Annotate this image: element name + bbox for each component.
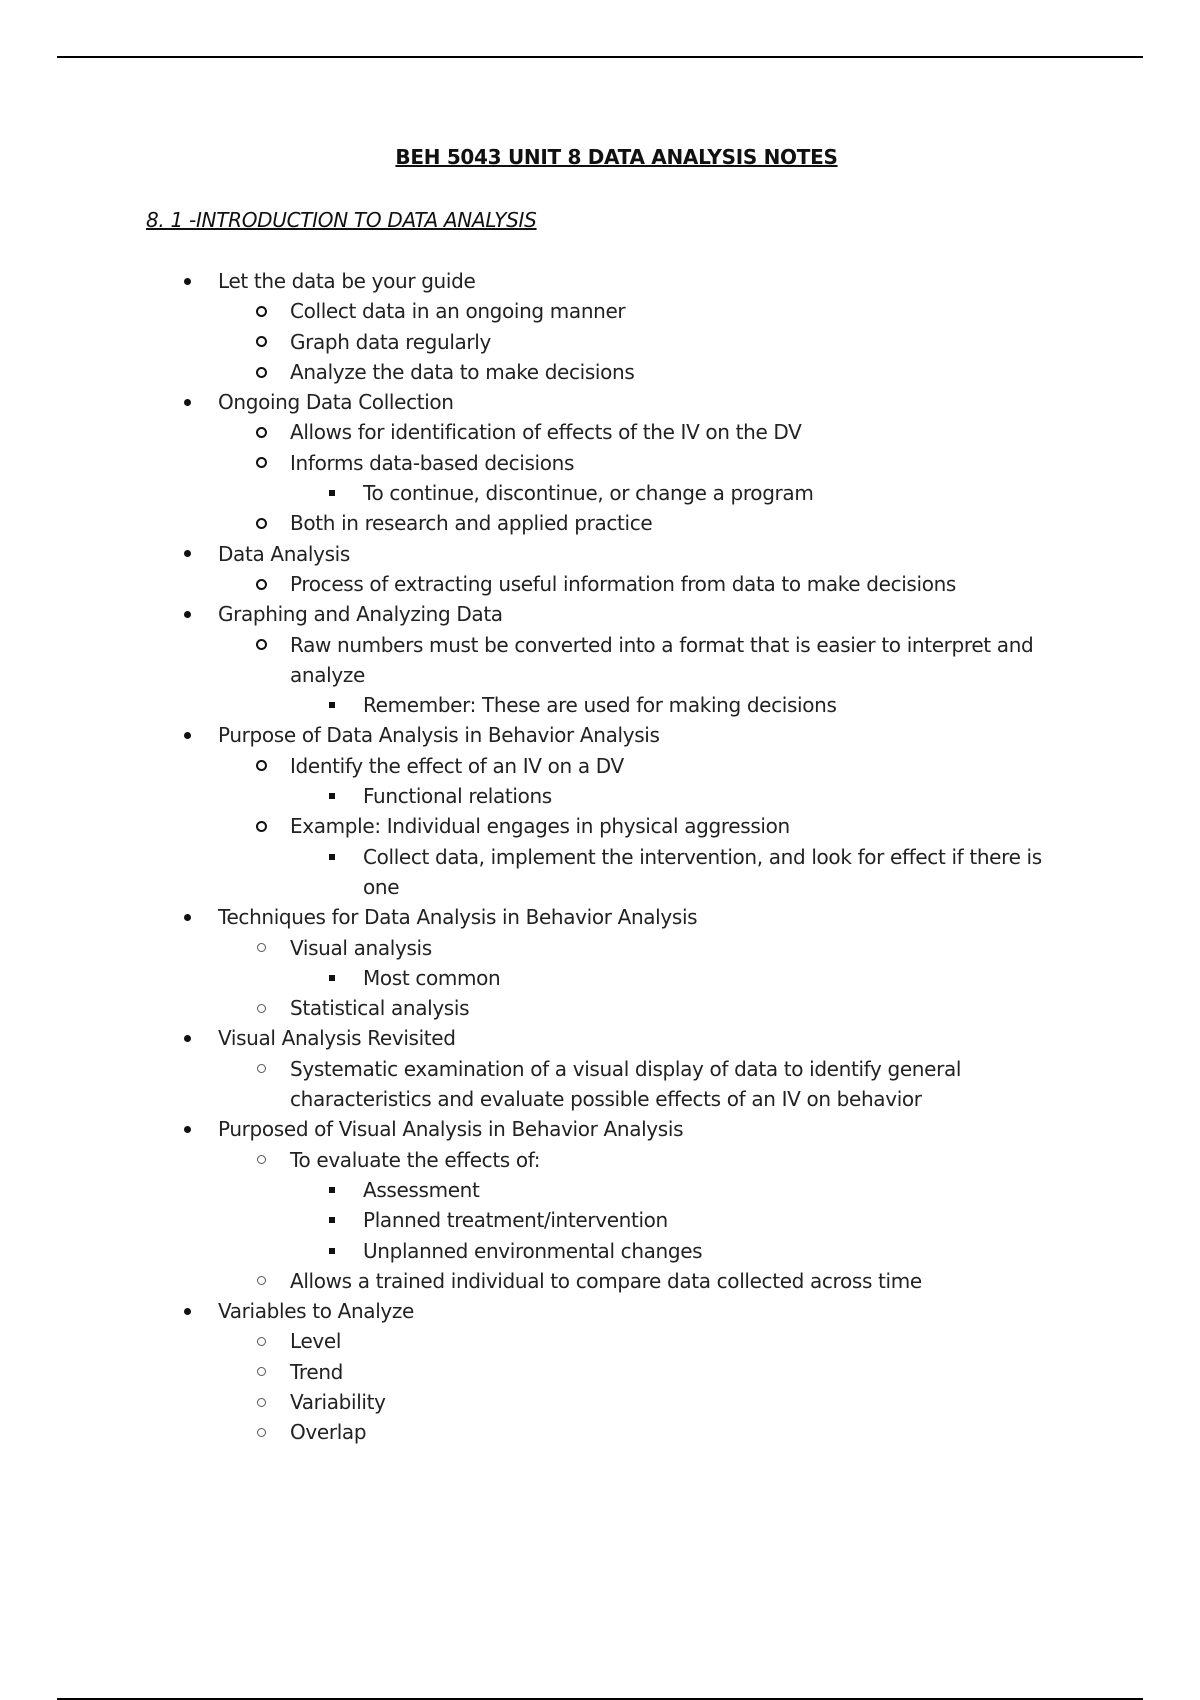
bold-circle-bullet-icon xyxy=(253,357,269,387)
note-text: Unplanned environmental changes xyxy=(363,1238,703,1263)
note-text: Systematic examination of a visual display of data to identify general characteristics and evaluate possible effects of an IV on behavior xyxy=(290,1056,962,1112)
note-text: To continue, discontinue, or change a program xyxy=(363,481,814,506)
square-bullet-icon xyxy=(324,1205,340,1235)
note-level-1-item xyxy=(0,933,1050,963)
note-text: Allows for identification of effects of the IV on the DV xyxy=(290,420,802,445)
section-heading: 8. 1 -INTRODUCTION TO DATA ANALYSIS xyxy=(146,208,537,232)
thin-circle-bullet-icon xyxy=(253,1145,269,1175)
note-text: Collect data in an ongoing manner xyxy=(290,299,626,324)
note-level-0-item xyxy=(0,1023,1200,1053)
note-level-0-item xyxy=(0,1296,1200,1326)
note-level-1-item xyxy=(0,751,1050,781)
note-level-1-item xyxy=(0,417,1050,447)
note-text: Level xyxy=(290,1329,342,1354)
filled-circle-bullet-icon xyxy=(179,539,195,569)
bold-circle-bullet-icon xyxy=(253,448,269,478)
square-bullet-icon xyxy=(324,1175,340,1205)
note-text: Purposed of Visual Analysis in Behavior Analysis xyxy=(218,1117,684,1142)
note-text: Visual Analysis Revisited xyxy=(218,1026,456,1051)
note-text: To evaluate the effects of: xyxy=(290,1147,541,1172)
square-bullet-icon xyxy=(324,963,340,993)
note-text: Ongoing Data Collection xyxy=(218,390,454,415)
note-level-0-item xyxy=(0,1114,1200,1144)
note-level-1-item xyxy=(0,508,1050,538)
note-level-1-item xyxy=(0,811,1050,841)
note-text: Example: Individual engages in physical aggression xyxy=(290,814,790,839)
note-text: Variability xyxy=(290,1389,386,1414)
filled-circle-bullet-icon xyxy=(179,1114,195,1144)
note-level-2-item xyxy=(0,842,1063,903)
note-text: Variables to Analyze xyxy=(218,1299,414,1324)
note-level-0-item xyxy=(0,599,1200,629)
bold-circle-bullet-icon xyxy=(253,508,269,538)
note-text: Process of extracting useful information from data to make decisions xyxy=(290,571,956,596)
note-text: Functional relations xyxy=(363,784,552,809)
note-level-1-item xyxy=(0,327,1050,357)
square-bullet-icon xyxy=(324,781,340,811)
note-text: Identify the effect of an IV on a DV xyxy=(290,753,624,778)
filled-circle-bullet-icon xyxy=(179,1023,195,1053)
note-level-1-item xyxy=(0,993,1050,1023)
filled-circle-bullet-icon xyxy=(179,599,195,629)
thin-circle-bullet-icon xyxy=(253,1326,269,1356)
note-text: Assessment xyxy=(363,1177,480,1202)
note-level-0-item xyxy=(0,902,1200,932)
note-level-1-item xyxy=(0,1326,1050,1356)
note-level-1-item xyxy=(0,569,1050,599)
note-text: Raw numbers must be converted into a format that is easier to interpret and analyze xyxy=(290,632,1034,687)
square-bullet-icon xyxy=(324,842,340,872)
filled-circle-bullet-icon xyxy=(179,902,195,932)
note-text: Trend xyxy=(290,1359,343,1384)
note-level-2-item xyxy=(0,781,1063,811)
thin-circle-bullet-icon xyxy=(253,993,269,1023)
note-level-1-item xyxy=(0,448,1050,478)
note-level-1-item xyxy=(0,296,1050,326)
square-bullet-icon xyxy=(324,478,340,508)
note-level-2-item xyxy=(0,1205,1063,1235)
document-title: BEH 5043 UNIT 8 DATA ANALYSIS NOTES xyxy=(395,145,838,169)
thin-circle-bullet-icon xyxy=(253,1054,269,1084)
thin-circle-bullet-icon xyxy=(253,1266,269,1296)
note-text: Graphing and Analyzing Data xyxy=(218,602,503,627)
note-text: Techniques for Data Analysis in Behavior Analysis xyxy=(218,905,698,930)
bold-circle-bullet-icon xyxy=(253,296,269,326)
thin-circle-bullet-icon xyxy=(253,1387,269,1417)
bold-circle-bullet-icon xyxy=(253,811,269,841)
note-text: Informs data-based decisions xyxy=(290,450,575,475)
note-level-0-item xyxy=(0,539,1200,569)
note-level-2-item xyxy=(0,1175,1063,1205)
note-text: Planned treatment/intervention xyxy=(363,1208,668,1233)
bold-circle-bullet-icon xyxy=(253,569,269,599)
filled-circle-bullet-icon xyxy=(179,266,195,296)
note-level-1-item xyxy=(0,1387,1050,1417)
note-level-0-item xyxy=(0,720,1200,750)
note-text: Overlap xyxy=(290,1420,367,1445)
note-text: Most common xyxy=(363,965,501,990)
note-text: Allows a trained individual to compare data collected across time xyxy=(290,1268,922,1293)
note-text: Purpose of Data Analysis in Behavior Analysis xyxy=(218,723,660,748)
filled-circle-bullet-icon xyxy=(179,387,195,417)
bold-circle-bullet-icon xyxy=(253,751,269,781)
note-level-2-item xyxy=(0,478,1063,508)
note-text: Both in research and applied practice xyxy=(290,511,653,536)
bold-circle-bullet-icon xyxy=(253,327,269,357)
note-level-0-item xyxy=(0,387,1200,417)
bold-circle-bullet-icon xyxy=(253,630,269,660)
square-bullet-icon xyxy=(324,690,340,720)
thin-circle-bullet-icon xyxy=(253,933,269,963)
bold-circle-bullet-icon xyxy=(253,417,269,447)
note-text: Remember: These are used for making decisions xyxy=(363,693,837,718)
note-level-2-item xyxy=(0,1236,1063,1266)
notes-list xyxy=(0,266,1200,1448)
filled-circle-bullet-icon xyxy=(179,1296,195,1326)
note-text: Data Analysis xyxy=(218,541,350,566)
note-level-0-item xyxy=(0,266,1200,296)
thin-circle-bullet-icon xyxy=(253,1357,269,1387)
note-level-1-item xyxy=(0,1145,1050,1175)
note-level-2-item xyxy=(0,690,1063,720)
note-text: Let the data be your guide xyxy=(218,269,476,293)
note-text: Statistical analysis xyxy=(290,996,470,1021)
note-level-1-item xyxy=(0,1417,1050,1447)
note-level-1-item xyxy=(0,1357,1050,1387)
note-text: Analyze the data to make decisions xyxy=(290,359,635,384)
top-rule xyxy=(57,56,1143,58)
note-level-2-item xyxy=(0,963,1063,993)
square-bullet-icon xyxy=(324,1236,340,1266)
note-text: Visual analysis xyxy=(290,935,432,960)
note-level-1-item xyxy=(0,357,1050,387)
filled-circle-bullet-icon xyxy=(179,720,195,750)
note-level-1-item xyxy=(0,1266,1050,1296)
note-level-1-item xyxy=(0,1054,1050,1115)
thin-circle-bullet-icon xyxy=(253,1417,269,1447)
note-level-1-item xyxy=(0,630,1050,691)
note-text: Graph data regularly xyxy=(290,329,491,354)
note-text: Collect data, implement the intervention, and look for effect if there is one xyxy=(363,844,1042,899)
